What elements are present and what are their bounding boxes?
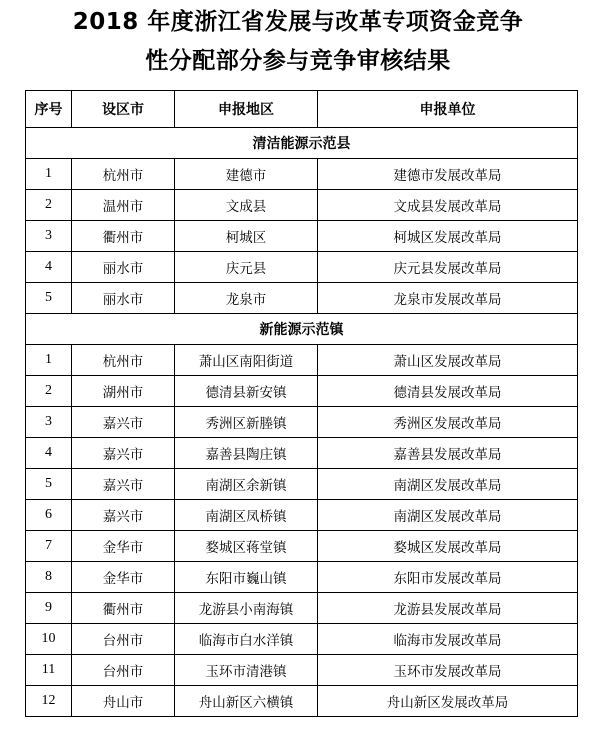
table-row <box>26 655 578 686</box>
cell-city: 台州市 <box>72 655 175 686</box>
table-row <box>26 159 578 190</box>
cell-unit: 嘉善县发展改革局 <box>318 438 578 469</box>
cell-unit: 秀洲区发展改革局 <box>318 407 578 438</box>
cell-city: 嘉兴市 <box>72 469 175 500</box>
cell-unit: 建德市发展改革局 <box>318 159 578 190</box>
cell-index: 10 <box>26 624 72 655</box>
cell-city: 衢州市 <box>72 221 175 252</box>
cell-unit: 舟山新区发展改革局 <box>318 686 578 717</box>
cell-unit: 萧山区发展改革局 <box>318 345 578 376</box>
cell-region: 东阳市巍山镇 <box>175 562 318 593</box>
cell-index: 11 <box>26 655 72 686</box>
cell-city: 嘉兴市 <box>72 407 175 438</box>
results-table <box>25 90 578 717</box>
cell-index: 8 <box>26 562 72 593</box>
cell-region: 文成县 <box>175 190 318 221</box>
cell-unit: 龙游县发展改革局 <box>318 593 578 624</box>
cell-unit: 龙泉市发展改革局 <box>318 283 578 314</box>
cell-unit: 东阳市发展改革局 <box>318 562 578 593</box>
table-body <box>26 128 578 717</box>
cell-region: 玉环市清港镇 <box>175 655 318 686</box>
table-row <box>26 407 578 438</box>
cell-unit: 南湖区发展改革局 <box>318 469 578 500</box>
cell-region: 舟山新区六横镇 <box>175 686 318 717</box>
table-header-row <box>26 91 578 128</box>
cell-index: 6 <box>26 500 72 531</box>
cell-index: 5 <box>26 283 72 314</box>
cell-index: 12 <box>26 686 72 717</box>
document-title-line-2: 性分配部分参与竞争审核结果 <box>145 48 451 74</box>
cell-region: 萧山区南阳街道 <box>175 345 318 376</box>
table-row <box>26 686 578 717</box>
document-title-line-1: 2018 年度浙江省发展与改革专项资金竞争 <box>72 9 524 35</box>
table-row <box>26 376 578 407</box>
cell-region: 秀洲区新塍镇 <box>175 407 318 438</box>
table-row <box>26 531 578 562</box>
cell-city: 嘉兴市 <box>72 438 175 469</box>
cell-city: 杭州市 <box>72 159 175 190</box>
cell-region: 柯城区 <box>175 221 318 252</box>
table-row <box>26 283 578 314</box>
cell-index: 5 <box>26 469 72 500</box>
cell-index: 1 <box>26 159 72 190</box>
cell-city: 丽水市 <box>72 252 175 283</box>
cell-index: 3 <box>26 221 72 252</box>
cell-index: 2 <box>26 376 72 407</box>
cell-index: 4 <box>26 252 72 283</box>
cell-index: 2 <box>26 190 72 221</box>
header-index: 序号 <box>26 91 72 128</box>
table-row <box>26 252 578 283</box>
cell-unit: 文成县发展改革局 <box>318 190 578 221</box>
cell-city: 台州市 <box>72 624 175 655</box>
cell-city: 丽水市 <box>72 283 175 314</box>
cell-region: 南湖区余新镇 <box>175 469 318 500</box>
cell-unit: 玉环市发展改革局 <box>318 655 578 686</box>
cell-city: 舟山市 <box>72 686 175 717</box>
header-region: 申报地区 <box>175 91 318 128</box>
cell-city: 金华市 <box>72 562 175 593</box>
cell-unit: 临海市发展改革局 <box>318 624 578 655</box>
cell-index: 3 <box>26 407 72 438</box>
cell-region: 德清县新安镇 <box>175 376 318 407</box>
table-row <box>26 469 578 500</box>
section-row <box>26 128 578 159</box>
cell-unit: 庆元县发展改革局 <box>318 252 578 283</box>
cell-region: 庆元县 <box>175 252 318 283</box>
cell-index: 7 <box>26 531 72 562</box>
table-row <box>26 624 578 655</box>
section-row <box>26 314 578 345</box>
table-row <box>26 562 578 593</box>
table-row <box>26 438 578 469</box>
table-row <box>26 500 578 531</box>
cell-city: 温州市 <box>72 190 175 221</box>
cell-unit: 柯城区发展改革局 <box>318 221 578 252</box>
cell-region: 嘉善县陶庄镇 <box>175 438 318 469</box>
cell-city: 衢州市 <box>72 593 175 624</box>
cell-city: 湖州市 <box>72 376 175 407</box>
table-row <box>26 190 578 221</box>
header-city: 设区市 <box>72 91 175 128</box>
section-title: 新能源示范镇 <box>26 314 578 345</box>
cell-unit: 婺城区发展改革局 <box>318 531 578 562</box>
table-row <box>26 593 578 624</box>
cell-region: 婺城区蒋堂镇 <box>175 531 318 562</box>
cell-index: 4 <box>26 438 72 469</box>
cell-region: 临海市白水洋镇 <box>175 624 318 655</box>
table-row <box>26 221 578 252</box>
cell-index: 1 <box>26 345 72 376</box>
cell-city: 嘉兴市 <box>72 500 175 531</box>
cell-city: 金华市 <box>72 531 175 562</box>
cell-region: 龙泉市 <box>175 283 318 314</box>
header-unit: 申报单位 <box>318 91 578 128</box>
cell-unit: 南湖区发展改革局 <box>318 500 578 531</box>
cell-region: 建德市 <box>175 159 318 190</box>
section-title: 清洁能源示范县 <box>26 128 578 159</box>
cell-unit: 德清县发展改革局 <box>318 376 578 407</box>
cell-city: 杭州市 <box>72 345 175 376</box>
table-row <box>26 345 578 376</box>
cell-region: 南湖区凤桥镇 <box>175 500 318 531</box>
cell-region: 龙游县小南海镇 <box>175 593 318 624</box>
cell-index: 9 <box>26 593 72 624</box>
